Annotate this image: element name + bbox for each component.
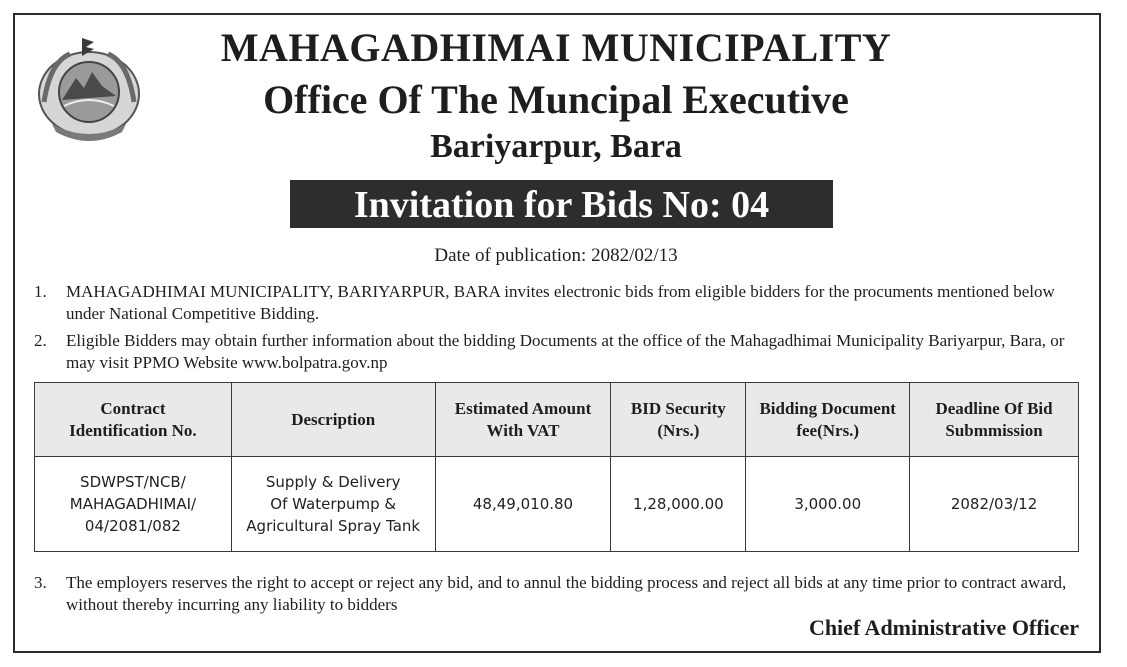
paragraph-text: Eligible Bidders may obtain further information about the bidding Documents at the office of the Mahagadhimai Municipality Bariyarpur, Bara, or may visit PPMO Website www.bolpatra.gov.np [66, 331, 1065, 372]
paragraph-text: MAHAGADHIMAI MUNICIPALITY, BARIYARPUR, BARA invites electronic bids from eligible bidders for the procuments mentioned below under National Competitive Bidding. [66, 282, 1055, 323]
paragraph-1 [34, 281, 1074, 325]
cell-bid-security: 1,28,000.00 [611, 457, 746, 552]
table-row [35, 457, 1079, 552]
column-header-deadline: Deadline Of Bid Submmission [910, 383, 1079, 457]
cell-document-fee: 3,000.00 [746, 457, 910, 552]
municipality-name: MAHAGADHIMAI MUNICIPALITY [220, 25, 892, 70]
cell-estimated-amount: 48,49,010.80 [435, 457, 611, 552]
paragraph-number: 3. [34, 573, 47, 592]
cell-deadline: 2082/03/12 [910, 457, 1079, 552]
column-header-estimated-amount: Estimated Amount With VAT [435, 383, 611, 457]
column-header-contract-id: Contract Identification No. [35, 383, 232, 457]
office-location: Bariyarpur, Bara [430, 128, 682, 165]
table-header-row [35, 383, 1079, 457]
signature-title: Chief Administrative Officer [808, 615, 1079, 640]
paragraph-number: 2. [34, 331, 47, 350]
bids-table [34, 382, 1079, 552]
paragraph-text: The employers reserves the right to accept or reject any bid, and to annul the bidding process and reject all bids at any time prior to contract award, without thereby incurring any liability to bidders [66, 573, 1067, 614]
column-header-bid-security: BID Security (Nrs.) [611, 383, 746, 457]
paragraph-2 [34, 330, 1074, 374]
column-header-description: Description [231, 383, 435, 457]
cell-contract-id: SDWPST/NCB/ MAHAGADHIMAI/ 04/2081/082 [35, 457, 232, 552]
nepal-government-emblem-icon [30, 32, 148, 144]
paragraph-number: 1. [34, 282, 47, 301]
invitation-banner: Invitation for Bids No: 04 [290, 180, 833, 228]
office-name: Office Of The Muncipal Executive [263, 77, 849, 122]
publication-date: Date of publication: 2082/02/13 [434, 245, 678, 266]
column-header-document-fee: Bidding Document fee(Nrs.) [746, 383, 910, 457]
cell-description: Supply & Delivery Of Waterpump & Agricultural Spray Tank [231, 457, 435, 552]
paragraph-3 [34, 572, 1074, 616]
